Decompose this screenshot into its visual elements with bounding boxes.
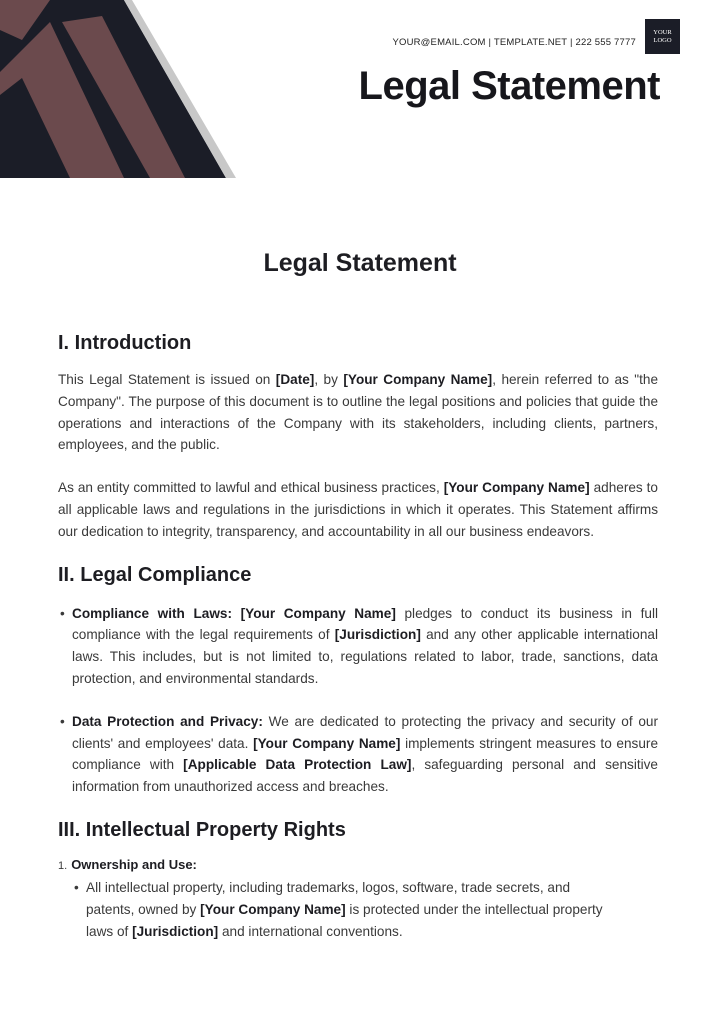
- company-logo: [645, 19, 680, 54]
- section-intellectual-property: [58, 819, 658, 942]
- bullet-icon: •: [60, 713, 65, 729]
- sub-list-item-ip: • All intellectual property, including trademarks, logos, software, trade secrets, and patents, owned by [Your Company Name] is protected under the intellectual property laws of [Jurisdiction] and international conventions.: [72, 877, 616, 942]
- section-heading-introduction: I. Introduction: [58, 332, 192, 354]
- list-item-data-protection: • Data Protection and Privacy: We are dedicated to protecting the privacy and security of our clients' and employees' data. [Your Company Name] implements stringent measures to ensure compliance with [Applicable Data Protection Law], safeguarding personal and sensitive information from unauthorized access and breaches.: [58, 711, 658, 798]
- intro-paragraph-1: This Legal Statement is issued on [Date], by [Your Company Name], herein referred to as "the Company". The purpose of this document is to outline the legal positions and policies that guide the operations and interactions of the Company with its stakeholders, including clients, partners, employees, and the public.: [58, 372, 659, 453]
- section-legal-compliance: [58, 564, 658, 798]
- section-introduction: [58, 332, 658, 543]
- contact-info: YOUR@EMAIL.COM | TEMPLATE.NET | 222 555 7777: [392, 37, 636, 48]
- list-item-compliance-laws: • Compliance with Laws: [Your Company Name] pledges to conduct its business in full compliance with the legal requirements of [Jurisdiction] and any other applicable international laws. This includes, but is not limited to, regulations related to labor, trade, sanctions, data protection, and environmental standards.: [58, 603, 658, 690]
- bullet-icon: •: [60, 605, 65, 621]
- document-body: [58, 332, 658, 942]
- section-heading-ip: III. Intellectual Property Rights: [58, 818, 346, 841]
- logo-text: YOUR LOGO: [653, 28, 672, 44]
- document-title: Legal Statement: [263, 249, 457, 277]
- header-title: Legal Statement: [358, 64, 660, 108]
- intro-paragraph-2: As an entity committed to lawful and ethical business practices, [Your Company Name] adheres to all applicable laws and regulations in the jurisdictions in which it operates. This Statement affirms our dedication to integrity, transparency, and accountability in all our business endeavors.: [58, 480, 658, 539]
- bullet-icon: •: [74, 879, 79, 895]
- corner-decoration: [0, 0, 240, 178]
- numbered-item-ownership: 1. Ownership and Use:: [58, 856, 197, 872]
- compliance-list: [58, 603, 658, 798]
- section-heading-compliance: II. Legal Compliance: [58, 563, 252, 586]
